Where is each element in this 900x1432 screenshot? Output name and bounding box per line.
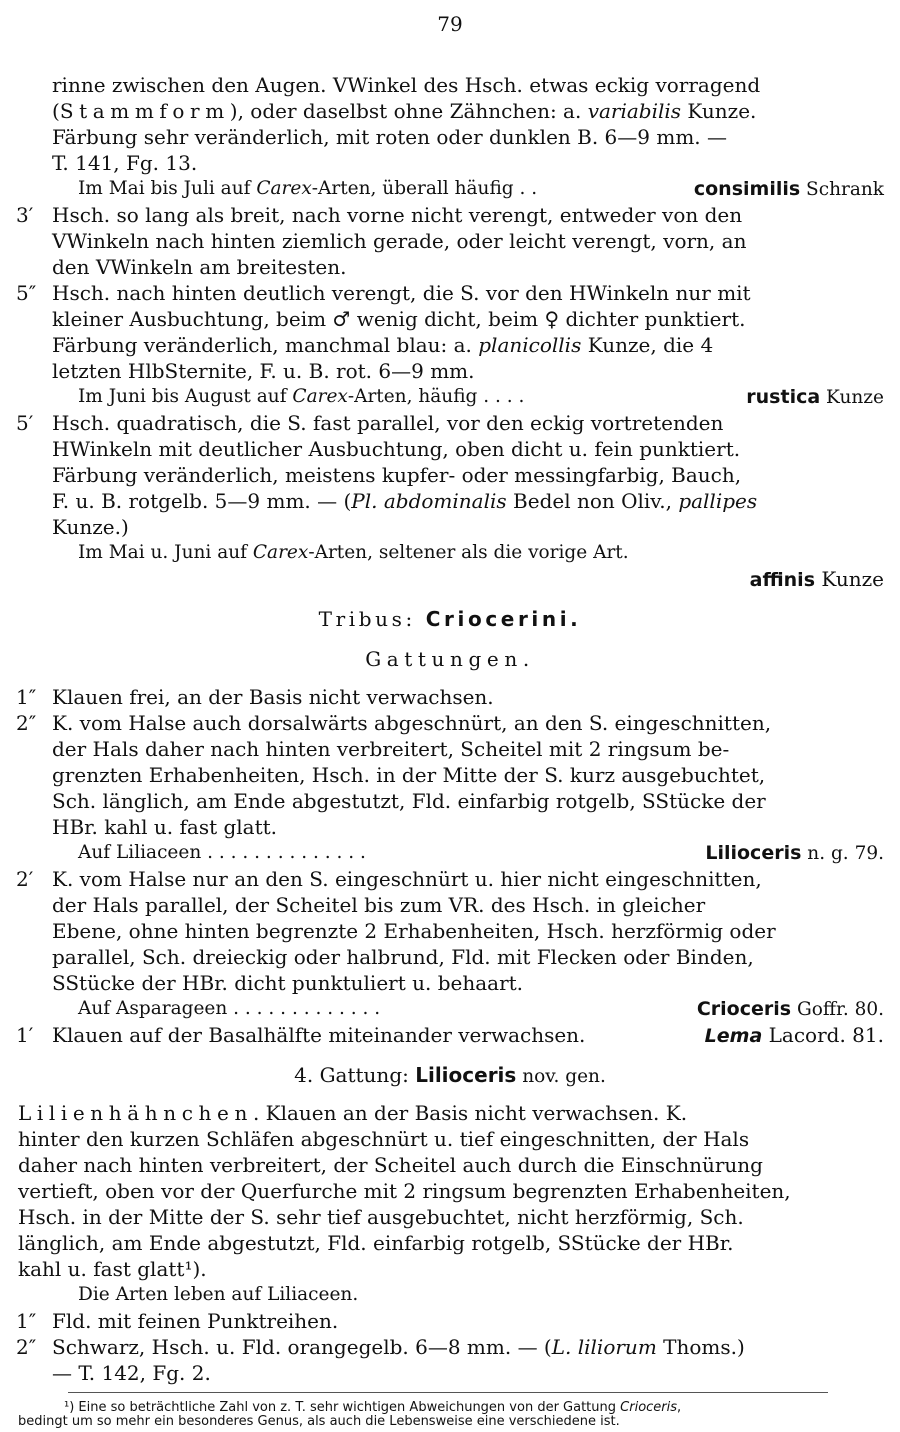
text-line: rinne zwischen den Augen. VWinkel des Hsch. etwas eckig vorragend — [52, 73, 761, 97]
key-line: 3′ Hsch. so lang als breit, nach vorne nicht verengt, entweder von den — [16, 203, 743, 227]
text-line: parallel, Sch. dreieckig oder halbrund, Fld. mit Flecken oder Binden, — [52, 945, 754, 969]
habitat-line: Im Mai bis Juli auf Carex-Arten, überall häufig . . consimilis Schrank — [78, 178, 884, 200]
text-line: hinter den kurzen Schläfen abgeschnürt u. tief eingeschnitten, der Hals — [18, 1127, 750, 1151]
text-line: (Stammform), oder daselbst ohne Zähnchen: a. variabilis Kunze. — [52, 99, 757, 123]
section-heading: Gattungen. — [365, 647, 535, 671]
genus-name: Lilioceris — [705, 842, 802, 864]
text-line: — T. 142, Fg. 2. — [52, 1361, 211, 1385]
footnote-line: bedingt um so mehr ein besonderes Genus, als auch die Lebensweise eine verschiedene ist. — [18, 1414, 620, 1429]
text-line: den VWinkeln am breitesten. — [52, 255, 347, 279]
species-name: rustica — [746, 386, 821, 408]
text-line: Lilienhähnchen. Klauen an der Basis nicht verwachsen. K. — [18, 1101, 688, 1125]
text-line: kleiner Ausbuchtung, beim ♂ wenig dicht, beim ♀ dichter punktiert. — [52, 307, 746, 331]
text-line: daher nach hinten verbreitert, der Scheitel auch durch die Einschnürung — [18, 1153, 763, 1177]
key-line: 2′ K. vom Halse nur an den S. eingeschnürt u. hier nicht eingeschnitten, — [16, 867, 762, 891]
text-line: länglich, am Ende abgestutzt, Fld. einfarbig rotgelb, SStücke der HBr. — [18, 1231, 734, 1255]
text-line: der Hals daher nach hinten verbreitert, Scheitel mit 2 ringsum be- — [52, 737, 730, 761]
key-line: 2″ Schwarz, Hsch. u. Fld. orangegelb. 6—8 mm. — (L. liliorum Thoms.) — [16, 1335, 745, 1359]
text-line: vertieft, oben vor der Querfurche mit 2 ringsum begrenzten Erhabenheiten, — [18, 1179, 791, 1203]
genus-name: Crioceris — [696, 998, 792, 1020]
species-line: affinis Kunze — [749, 567, 884, 591]
genus-heading: 4. Gattung: Lilioceris nov. gen. — [294, 1063, 606, 1087]
key-line: 1″ Klauen frei, an der Basis nicht verwachsen. — [16, 685, 494, 709]
habitat-line: Auf Liliaceen . . . . . . . . . . . . . . Lilioceris n. g. 79. — [78, 842, 884, 864]
key-line: 1″ Fld. mit feinen Punktreihen. — [16, 1309, 339, 1333]
species-name: affinis — [749, 569, 815, 591]
text-line: Ebene, ohne hinten begrenzte 2 Erhabenheiten, Hsch. herzförmig oder — [52, 919, 776, 943]
text-line: grenzten Erhabenheiten, Hsch. in der Mitte der S. kurz ausgebuchtet, — [52, 763, 766, 787]
key-line: 1′ Klauen auf der Basalhälfte miteinander verwachsen. Lema Lacord. 81. — [16, 1023, 884, 1047]
footnote-marker: ¹) — [184, 1257, 201, 1281]
text-line: Hsch. in der Mitte der S. sehr tief ausgebuchtet, nicht herzförmig, Sch. — [18, 1205, 744, 1229]
text-line: Die Arten leben auf Liliaceen. — [78, 1284, 359, 1305]
key-line: 5′ Hsch. quadratisch, die S. fast parallel, vor den eckig vortretenden — [16, 411, 724, 435]
key-line: 2″ K. vom Halse auch dorsalwärts abgeschnürt, an den S. eingeschnitten, — [16, 711, 772, 735]
text-line: Kunze.) — [52, 515, 129, 539]
text-line: Sch. länglich, am Ende abgestutzt, Fld. einfarbig rotgelb, SStücke der — [52, 789, 766, 813]
species-name: consimilis — [693, 178, 801, 200]
text-line: der Hals parallel, der Scheitel bis zum VR. des Hsch. in gleicher — [52, 893, 706, 917]
page-number: 79 — [437, 12, 463, 36]
text-line: F. u. B. rotgelb. 5—9 mm. — (Pl. abdominalis Bedel non Oliv., pallipes — [52, 489, 758, 513]
genus-name: Lema — [704, 1025, 763, 1047]
habitat-line: Auf Asparageen . . . . . . . . . . . . . Crioceris Goffr. 80. — [78, 998, 884, 1020]
footnote-rule — [68, 1392, 828, 1393]
text-line: kahl u. fast glatt¹). — [18, 1257, 207, 1281]
footnote-line: ¹) Eine so beträchtliche Zahl von z. T. sehr wichtigen Abweichungen von der Gattung Crioceris, — [64, 1400, 682, 1415]
habitat-line: Im Juni bis August auf Carex-Arten, häufig . . . . rustica Kunze — [78, 386, 884, 408]
text-line: letzten HlbSternite, F. u. B. rot. 6—9 mm. — [52, 359, 475, 383]
text-line: Färbung veränderlich, meistens kupfer- oder messingfarbig, Bauch, — [52, 463, 742, 487]
text-line: HBr. kahl u. fast glatt. — [52, 815, 278, 839]
tribus-heading: Tribus: Criocerini. — [318, 607, 582, 631]
text-line: HWinkeln mit deutlicher Ausbuchtung, oben dicht u. fein punktiert. — [52, 437, 741, 461]
text-line: SStücke der HBr. dicht punktuliert u. behaart. — [52, 971, 524, 995]
text-line: VWinkeln nach hinten ziemlich gerade, oder leicht verengt, vorn, an — [52, 229, 747, 253]
text-line: Färbung sehr veränderlich, mit roten oder dunklen B. 6—9 mm. — — [52, 125, 727, 149]
key-line: 5″ Hsch. nach hinten deutlich verengt, die S. vor den HWinkeln nur mit — [16, 281, 751, 305]
text-line: Färbung veränderlich, manchmal blau: a. planicollis Kunze, die 4 — [52, 333, 714, 357]
text-line: T. 141, Fg. 13. — [52, 151, 198, 175]
habitat-line: Im Mai u. Juni auf Carex-Arten, seltener als die vorige Art. — [78, 542, 629, 563]
